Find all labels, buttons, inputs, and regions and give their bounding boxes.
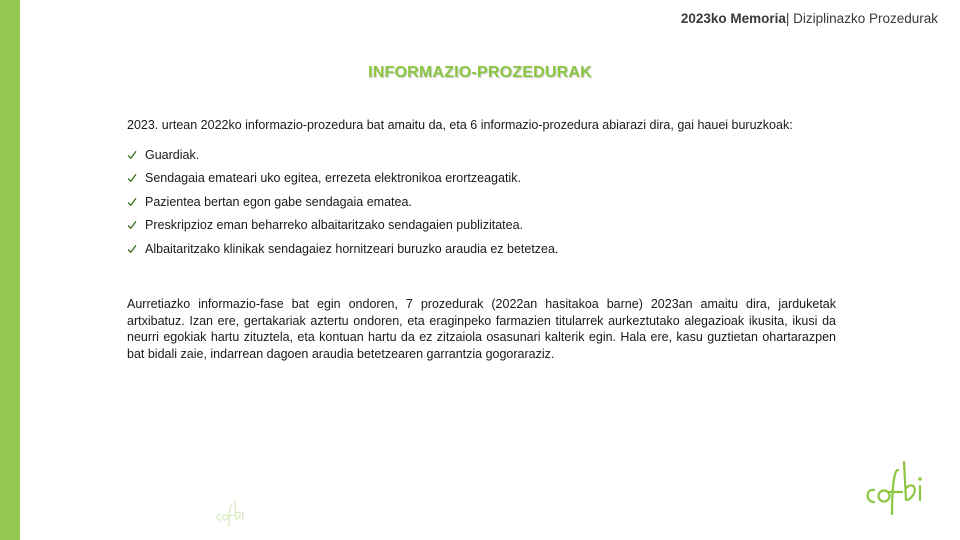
list-item (127, 194, 836, 211)
list-item (127, 217, 836, 234)
list-item (127, 170, 836, 187)
intro-paragraph: 2023. urtean 2022ko informazio-prozedura bat amaitu da, eta 6 informazio-prozedura abiarazi dira, gai hauei buruzkoak: (127, 118, 793, 132)
cofbi-logo (862, 440, 930, 518)
header-report-title: 2023ko Memoria (680, 11, 786, 26)
list-item-text: Albaitaritzako klinikak sendagaiez hornitzeari buruzko araudia ez betetzea. (145, 241, 559, 256)
check-icon (127, 147, 145, 163)
check-icon (127, 194, 145, 210)
topic-list (127, 147, 836, 258)
list-item-text: Guardiak. (145, 147, 200, 162)
list-item-text: Pazientea bertan egon gabe sendagaia ematea. (145, 194, 412, 209)
check-icon (127, 241, 145, 257)
page-title: INFORMAZIO-PROZEDURAK (368, 64, 592, 81)
page-header (681, 11, 938, 26)
check-icon (127, 170, 145, 186)
header-separator: | (785, 11, 790, 26)
header-section: Diziplinazko Prozedurak (789, 11, 938, 26)
cofbi-logo-faded (214, 490, 248, 528)
list-item-text: Preskripzioz eman beharreko albaitaritzako sendagaien publizitatea. (145, 218, 523, 232)
conclusion-paragraph: Aurretiazko informazio-fase bat egin ondoren, 7 prozedurak (2022an hasitakoa barne) 2023an amaitu dira, jarduketak artxibatuz. Izan ere, gertakariak aztertu ondoren, eta eraginpeko farmazien titularrek aurkeztutako alegazioak ikusita, ikusi da neurri egokiak hartu zituztela, eta kontuan hartu da ez zitzaiola osasunari kalterik egin. Hala ere, kasu guztietan ohartarazpen bat bidali zaie, indarrean dagoen araudia betetzearen garrantzia gogoraraziz. (127, 297, 836, 361)
list-item-text: Sendagaia emateari uko egitea, errezeta elektronikoa erortzeagatik. (145, 171, 521, 185)
list-item (127, 147, 836, 164)
list-item (127, 241, 836, 258)
main-content (127, 117, 836, 362)
check-icon (127, 217, 145, 233)
